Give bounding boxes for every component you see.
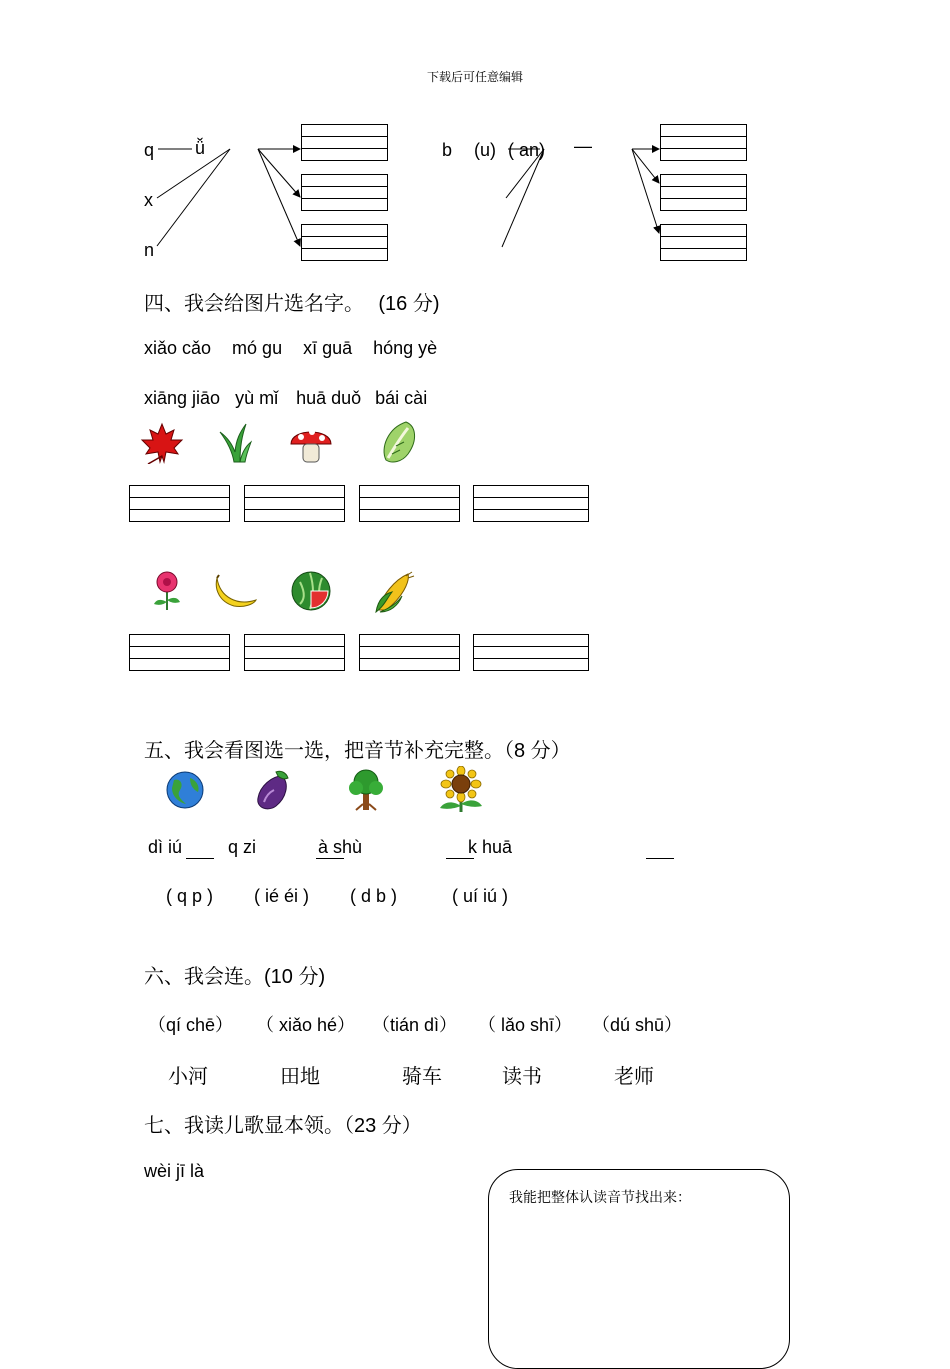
letter-q: q — [144, 140, 155, 160]
name-write-box[interactable] — [359, 634, 460, 671]
vowel-u-umlaut: ǚ — [195, 138, 206, 158]
section6-heading — [144, 960, 325, 989]
word-item: 骑车 — [402, 1064, 442, 1088]
letter-x: x — [144, 190, 153, 210]
pinyin-write-box[interactable] — [301, 174, 388, 211]
pinyin-item: （qí chē） — [148, 1015, 234, 1035]
choice-1: ( q p ) — [166, 886, 214, 906]
poem-title: wèi jī là — [144, 1161, 205, 1181]
options-row-2 — [144, 388, 427, 409]
option: huā duǒ — [296, 388, 362, 408]
option: xiǎo cǎo — [144, 338, 212, 358]
syllable-2: q zi — [228, 837, 257, 857]
option: hóng yè — [373, 338, 438, 358]
watermelon-icon — [290, 570, 332, 612]
name-write-box[interactable] — [244, 485, 345, 522]
pinyin-write-box[interactable] — [660, 174, 747, 211]
pinyin-write-box[interactable] — [660, 224, 747, 261]
options-row-1 — [144, 338, 437, 359]
choice-4: ( uí iú ) — [452, 886, 509, 906]
name-write-box[interactable] — [473, 485, 589, 522]
name-write-box[interactable] — [473, 634, 589, 671]
option: xiāng jiāo — [144, 388, 221, 408]
medial-u: (u) — [474, 140, 496, 160]
section6-score: (10 分) — [264, 966, 326, 988]
answer-blank[interactable] — [646, 858, 674, 859]
banana-icon — [214, 574, 258, 608]
section6-heading-text: 六、我会连。 — [144, 964, 264, 988]
pinyin-write-box[interactable] — [301, 224, 388, 261]
answer-blank[interactable] — [446, 858, 474, 859]
answer-blank[interactable] — [316, 858, 344, 859]
dash: — — [574, 136, 592, 156]
section5-score: （8 分） — [504, 740, 571, 762]
final-an: ( an) — [508, 140, 546, 160]
sunflower-icon — [434, 766, 488, 814]
tree-icon — [346, 768, 386, 812]
name-write-box[interactable] — [244, 634, 345, 671]
word-item: 老师 — [614, 1064, 654, 1088]
eggplant-icon — [252, 768, 292, 812]
section7-score: （23 分） — [344, 1115, 422, 1137]
syllable-4: k huā — [468, 837, 513, 857]
answer-box-label: 我能把整体认读音节找出来： — [509, 1190, 691, 1206]
maple-leaf-icon — [140, 422, 184, 464]
option: yù mǐ — [235, 388, 279, 408]
option: xī guā — [303, 338, 353, 358]
grass-icon — [218, 422, 252, 464]
name-write-box[interactable] — [129, 485, 230, 522]
pinyin-item: （ xiǎo hé） — [256, 1015, 356, 1035]
answer-blank[interactable] — [186, 858, 214, 859]
word-item: 田地 — [280, 1064, 320, 1088]
choice-2: ( ié éi ) — [254, 886, 310, 906]
option: mó gu — [232, 338, 283, 358]
letter-b: b — [442, 140, 453, 160]
letter-n: n — [144, 240, 155, 260]
page-header-note: 下载后可任意编辑 — [426, 70, 523, 84]
pinyin-write-box[interactable] — [660, 124, 747, 161]
syllable-3: à shù — [318, 837, 363, 857]
option: bái cài — [375, 388, 428, 408]
section4-score: (16 分) — [378, 293, 440, 315]
name-write-box[interactable] — [129, 634, 230, 671]
connection-lines — [0, 0, 950, 280]
pinyin-item: （dú shū） — [592, 1015, 683, 1035]
name-write-box[interactable] — [359, 485, 460, 522]
cabbage-icon — [378, 420, 420, 464]
corn-icon — [372, 570, 416, 614]
word-item: 读书 — [502, 1064, 542, 1088]
choice-3: ( d b ) — [350, 886, 398, 906]
pinyin-item: （ lǎo shī） — [478, 1015, 573, 1035]
section7-heading-text: 七、我读儿歌显本领。 — [144, 1113, 344, 1137]
mushroom-icon — [288, 420, 334, 464]
section4-heading — [144, 287, 439, 316]
syllable-1: dì iú — [148, 837, 183, 857]
flower-icon — [148, 570, 186, 612]
section5-heading-text: 五、我会看图选一选，把音节补充完整。 — [144, 738, 504, 762]
pinyin-item: （tián dì） — [372, 1015, 458, 1035]
section5-heading — [144, 734, 571, 763]
answer-box[interactable] — [488, 1169, 790, 1369]
pinyin-write-box[interactable] — [301, 124, 388, 161]
globe-icon — [164, 770, 206, 810]
section4-heading-text: 四、我会给图片选名字。 — [144, 291, 364, 315]
word-item: 小河 — [168, 1064, 208, 1088]
section7-heading — [144, 1109, 422, 1138]
